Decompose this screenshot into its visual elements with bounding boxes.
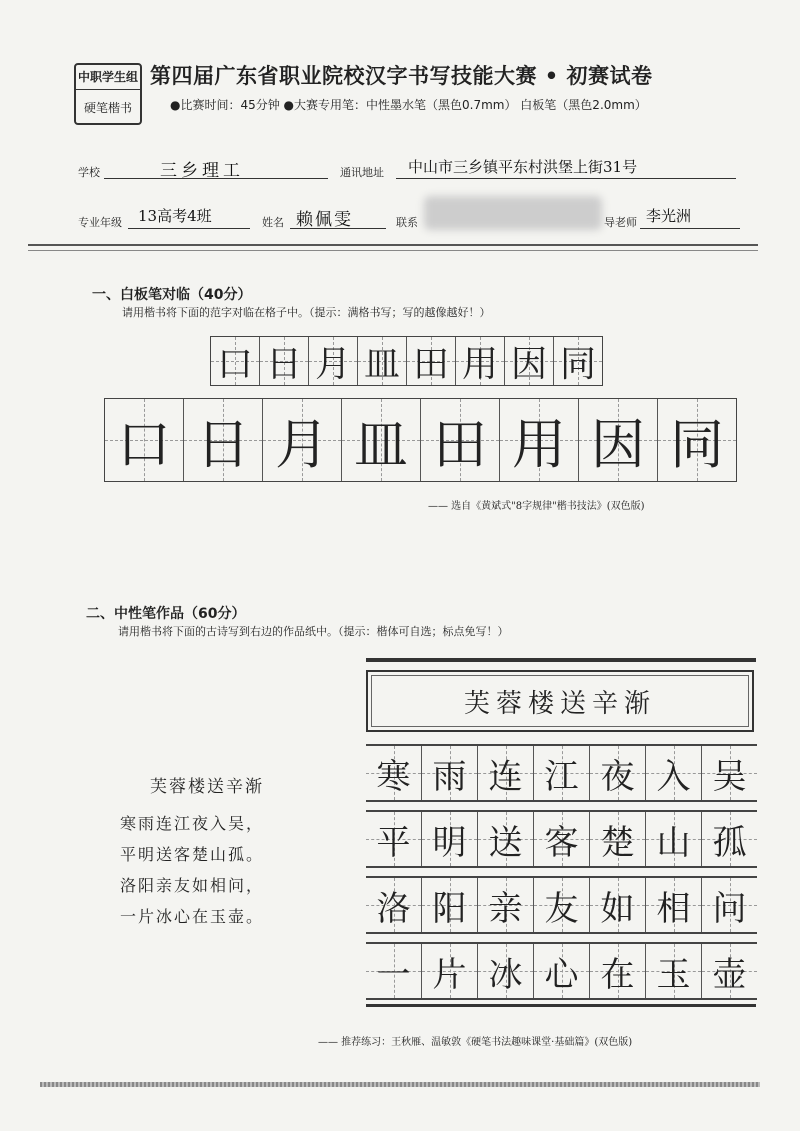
major-field [128, 207, 250, 229]
written-poem-char: 亲 [478, 878, 534, 932]
major-label: 专业年级 [78, 216, 122, 229]
written-poem-char: 片 [422, 944, 478, 998]
school-field [104, 160, 328, 179]
written-char: 皿 [342, 399, 421, 481]
poem-title: 芙蓉楼送辛渐 [150, 777, 264, 797]
section1-source: —— 选自《黄斌式"8字规律"楷书技法》(双色版) [428, 501, 645, 512]
written-poem-char: 送 [478, 812, 534, 866]
category-badge [74, 63, 142, 125]
written-char: 因 [579, 399, 658, 481]
written-row [366, 744, 757, 802]
written-title: 芙蓉楼送辛渐 [371, 675, 749, 727]
teacher-label: 导老师 [604, 216, 637, 229]
written-poem-char: 楚 [590, 812, 646, 866]
written-poem-char: 相 [646, 878, 702, 932]
redacted-contact [424, 196, 602, 230]
contact-label: 联系 [396, 216, 418, 229]
address-label: 通讯地址 [340, 166, 384, 179]
model-char-grid [210, 336, 603, 386]
teacher-value: 李光洲 [646, 207, 692, 225]
name-label: 姓名 [262, 216, 284, 229]
written-poem-char: 壶 [702, 944, 757, 998]
written-char: 日 [184, 399, 263, 481]
section2-instruction: 请用楷书将下面的古诗写到右边的作品纸中。（提示：楷体可自选；标点免写！） [118, 625, 509, 638]
written-poem-char: 一 [366, 944, 422, 998]
written-poem-char: 洛 [366, 878, 422, 932]
address-value: 中山市三乡镇平东村洪堡上街31号 [408, 158, 638, 176]
written-poem-char: 阳 [422, 878, 478, 932]
written-poem-char: 在 [590, 944, 646, 998]
written-char: 用 [500, 399, 579, 481]
major-value: 13高考4班 [138, 207, 212, 225]
address-field [396, 160, 736, 179]
written-poem-char: 心 [534, 944, 590, 998]
name-field [290, 210, 386, 229]
written-row [366, 942, 757, 1000]
school-label: 学校 [78, 166, 100, 179]
teacher-field [640, 207, 740, 229]
written-poem-char: 江 [534, 746, 590, 800]
model-char: 因 [505, 337, 554, 385]
written-char-grid [104, 398, 737, 482]
written-poem-char: 明 [422, 812, 478, 866]
section1-title: 一、白板笔对临（40分） [92, 287, 252, 303]
exam-subtitle: ●比赛时间：45分钟 ●大赛专用笔：中性墨水笔（黑色0.7mm） 白板笔（黑色2.0mm） [170, 98, 647, 112]
section1-instruction: 请用楷书将下面的范字对临在格子中。（提示：满格书写；写的越像越好！） [122, 306, 491, 319]
written-poem-char: 冰 [478, 944, 534, 998]
model-char: 田 [407, 337, 456, 385]
written-poem-char: 吴 [702, 746, 757, 800]
model-char: 皿 [358, 337, 407, 385]
model-char: 口 [211, 337, 260, 385]
written-row [366, 810, 757, 868]
written-poem-char: 问 [702, 878, 757, 932]
model-char: 用 [456, 337, 505, 385]
badge-top: 中职学生组 [76, 65, 140, 90]
written-poem-char: 寒 [366, 746, 422, 800]
written-poem-char: 平 [366, 812, 422, 866]
poem-line: 平明送客楚山孤。 [120, 845, 265, 864]
section2-source: —— 推荐练习：王秋雁、温敏敦《硬笔书法趣味课堂·基础篇》(双色版) [318, 1037, 633, 1048]
poem-line: 一片冰心在玉壶。 [120, 907, 265, 926]
poem-line: 寒雨连江夜入吴， [120, 814, 265, 833]
header-divider-thin [28, 250, 758, 251]
written-title-frame [366, 670, 754, 732]
header-divider [28, 244, 758, 246]
exam-title: 第四届广东省职业院校汉字书写技能大赛 • 初赛试卷 [150, 64, 653, 88]
badge-bottom: 硬笔楷书 [83, 101, 132, 115]
written-char: 田 [421, 399, 500, 481]
written-poem-char: 玉 [646, 944, 702, 998]
model-char: 同 [554, 337, 602, 385]
footer-border [40, 1082, 760, 1087]
written-poem-char: 客 [534, 812, 590, 866]
section2-title: 二、中性笔作品（60分） [86, 606, 246, 622]
written-row [366, 876, 757, 934]
paper-bottom-bar [366, 1004, 756, 1007]
written-poem-char: 孤 [702, 812, 757, 866]
written-poem-char: 友 [534, 878, 590, 932]
written-char: 月 [263, 399, 342, 481]
written-poem-char: 雨 [422, 746, 478, 800]
model-char: 日 [260, 337, 309, 385]
written-poem-char: 连 [478, 746, 534, 800]
written-poem-char: 入 [646, 746, 702, 800]
paper-top-bar [366, 658, 756, 662]
poem-line: 洛阳亲友如相问， [120, 876, 265, 895]
school-value: 三乡理工 [160, 161, 244, 181]
model-char: 月 [309, 337, 358, 385]
written-poem-char: 如 [590, 878, 646, 932]
written-poem-char: 山 [646, 812, 702, 866]
name-value: 赖佩雯 [296, 210, 353, 230]
written-char: 口 [105, 399, 184, 481]
written-poem-char: 夜 [590, 746, 646, 800]
written-char: 同 [658, 399, 736, 481]
